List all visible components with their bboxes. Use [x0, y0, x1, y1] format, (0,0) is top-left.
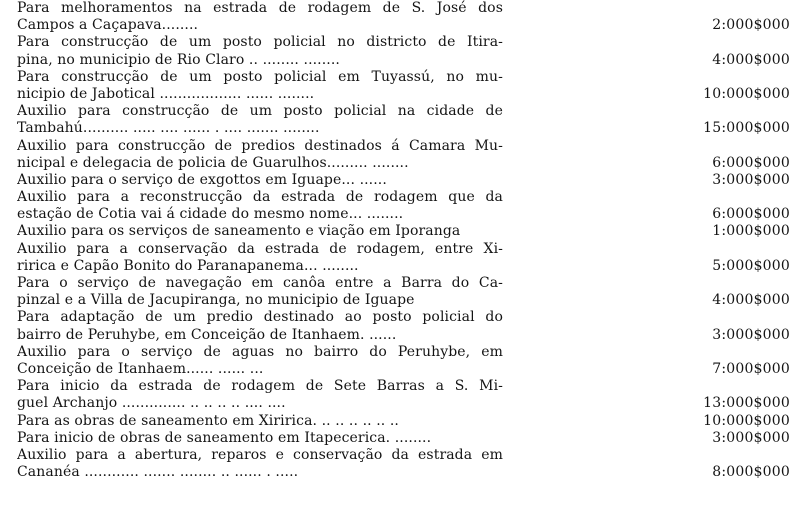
ledger-entry — [17, 447, 800, 481]
entry-description-continuation: Campos a Caçapava........ — [17, 17, 199, 34]
entry-description-continuation: nicipio de Jabotical .................. ...... ........ — [17, 85, 315, 102]
ledger-entry — [17, 138, 800, 172]
entry-amount: 4:000$000 — [712, 51, 790, 68]
ledger-entry — [17, 189, 800, 223]
entry-description: Auxilio para a reconstrucção da estrada de rodagem que da — [17, 189, 503, 206]
entry-description: Auxilio para a abertura, reparos e conservação da estrada em — [17, 446, 503, 463]
entry-amount: 2:000$000 — [712, 17, 790, 34]
entry-description: Para construcção de um posto policial no districto de Itira- — [17, 34, 503, 51]
entry-description: Para inicio da estrada de rodagem de Sete Barras a S. Mi- — [17, 378, 503, 395]
entry-description: Para adaptação de um predio destinado ao posto policial do — [17, 309, 503, 326]
entry-amount: 6:000$000 — [712, 206, 790, 223]
entry-amount: 4:000$000 — [712, 292, 790, 309]
entry-description-continuation: Cananéa ............ ....... ........ .. ...... . ..... — [17, 464, 299, 481]
entry-amount: 1:000$000 — [712, 223, 790, 240]
entry-description-continuation: Tambahú.......... ..... .... ...... . .... ....... ........ — [17, 120, 320, 137]
entry-amount: 13:000$000 — [703, 395, 790, 412]
entry-description: Para o serviço de navegação em canôa entre a Barra do Ca- — [17, 275, 503, 291]
entry-amount: 3:000$000 — [712, 171, 790, 188]
budget-ledger — [17, 0, 800, 481]
entry-amount: 7:000$000 — [712, 360, 790, 377]
entry-amount: 8:000$000 — [712, 464, 790, 481]
ledger-entry — [17, 69, 800, 103]
entry-description-continuation: pina, no municipio de Rio Claro .. ........ ........ — [17, 51, 340, 68]
entry-description-continuation: pinzal e a Villa de Jacupiranga, no municipio de Iguape — [17, 292, 415, 309]
ledger-entry — [17, 275, 800, 309]
entry-description: Para construcção de um posto policial em Tuyassú, no mu- — [17, 68, 503, 85]
entry-description-continuation: estação de Cotia vai á cidade do mesmo nome... ........ — [17, 206, 404, 223]
entry-description-continuation: ririca e Capão Bonito do Paranapanema... ........ — [17, 257, 359, 274]
ledger-entry — [17, 309, 800, 343]
entry-amount: 3:000$000 — [712, 429, 790, 446]
entry-amount: 6:000$000 — [712, 154, 790, 171]
entry-description: Para inicio de obras de saneamento em Itapecerica. ........ — [17, 429, 432, 446]
entry-description-continuation: bairro de Peruhybe, em Conceição de Itanhaem. ...... — [17, 326, 397, 343]
entry-description-continuation: guel Archanjo .............. .. .. .. .. .... .... — [17, 395, 286, 412]
entry-amount: 3:000$000 — [712, 326, 790, 343]
ledger-entry — [17, 413, 800, 430]
ledger-entry — [17, 103, 800, 137]
entry-amount: 15:000$000 — [703, 120, 790, 137]
entry-description: Auxilio para a conservação da estrada de rodagem, entre Xi- — [17, 240, 503, 257]
ledger-entry — [17, 34, 800, 68]
ledger-entry — [17, 378, 800, 412]
ledger-entry — [17, 344, 800, 378]
entry-description: Auxilio para construcção de predios destinados á Camara Mu- — [17, 137, 503, 154]
entry-description: Para melhoramentos na estrada de rodagem de S. José dos — [17, 0, 503, 16]
ledger-entry — [17, 430, 800, 447]
ledger-entry — [17, 0, 800, 34]
entry-description-continuation: nicipal e delegacia de policia de Guarulhos......... ........ — [17, 154, 409, 171]
ledger-entry — [17, 223, 800, 240]
ledger-entry — [17, 172, 800, 189]
entry-description-continuation: Conceição de Itanhaem...... ...... ... — [17, 360, 264, 377]
entry-description: Auxilio para o serviço de exgottos em Iguape... ...... — [17, 171, 387, 188]
ledger-entry — [17, 241, 800, 275]
entry-description: Auxilio para os serviços de saneamento e viação em Iporanga — [17, 223, 461, 240]
entry-amount: 10:000$000 — [703, 85, 790, 102]
entry-amount: 10:000$000 — [703, 412, 790, 429]
entry-amount: 5:000$000 — [712, 257, 790, 274]
entry-description: Auxilio para construcção de um posto policial na cidade de — [17, 103, 503, 120]
entry-description: Auxilio para o serviço de aguas no bairro do Peruhybe, em — [17, 343, 503, 360]
entry-description: Para as obras de saneamento em Xiririca. .. .. .. .. .. .. — [17, 412, 399, 429]
